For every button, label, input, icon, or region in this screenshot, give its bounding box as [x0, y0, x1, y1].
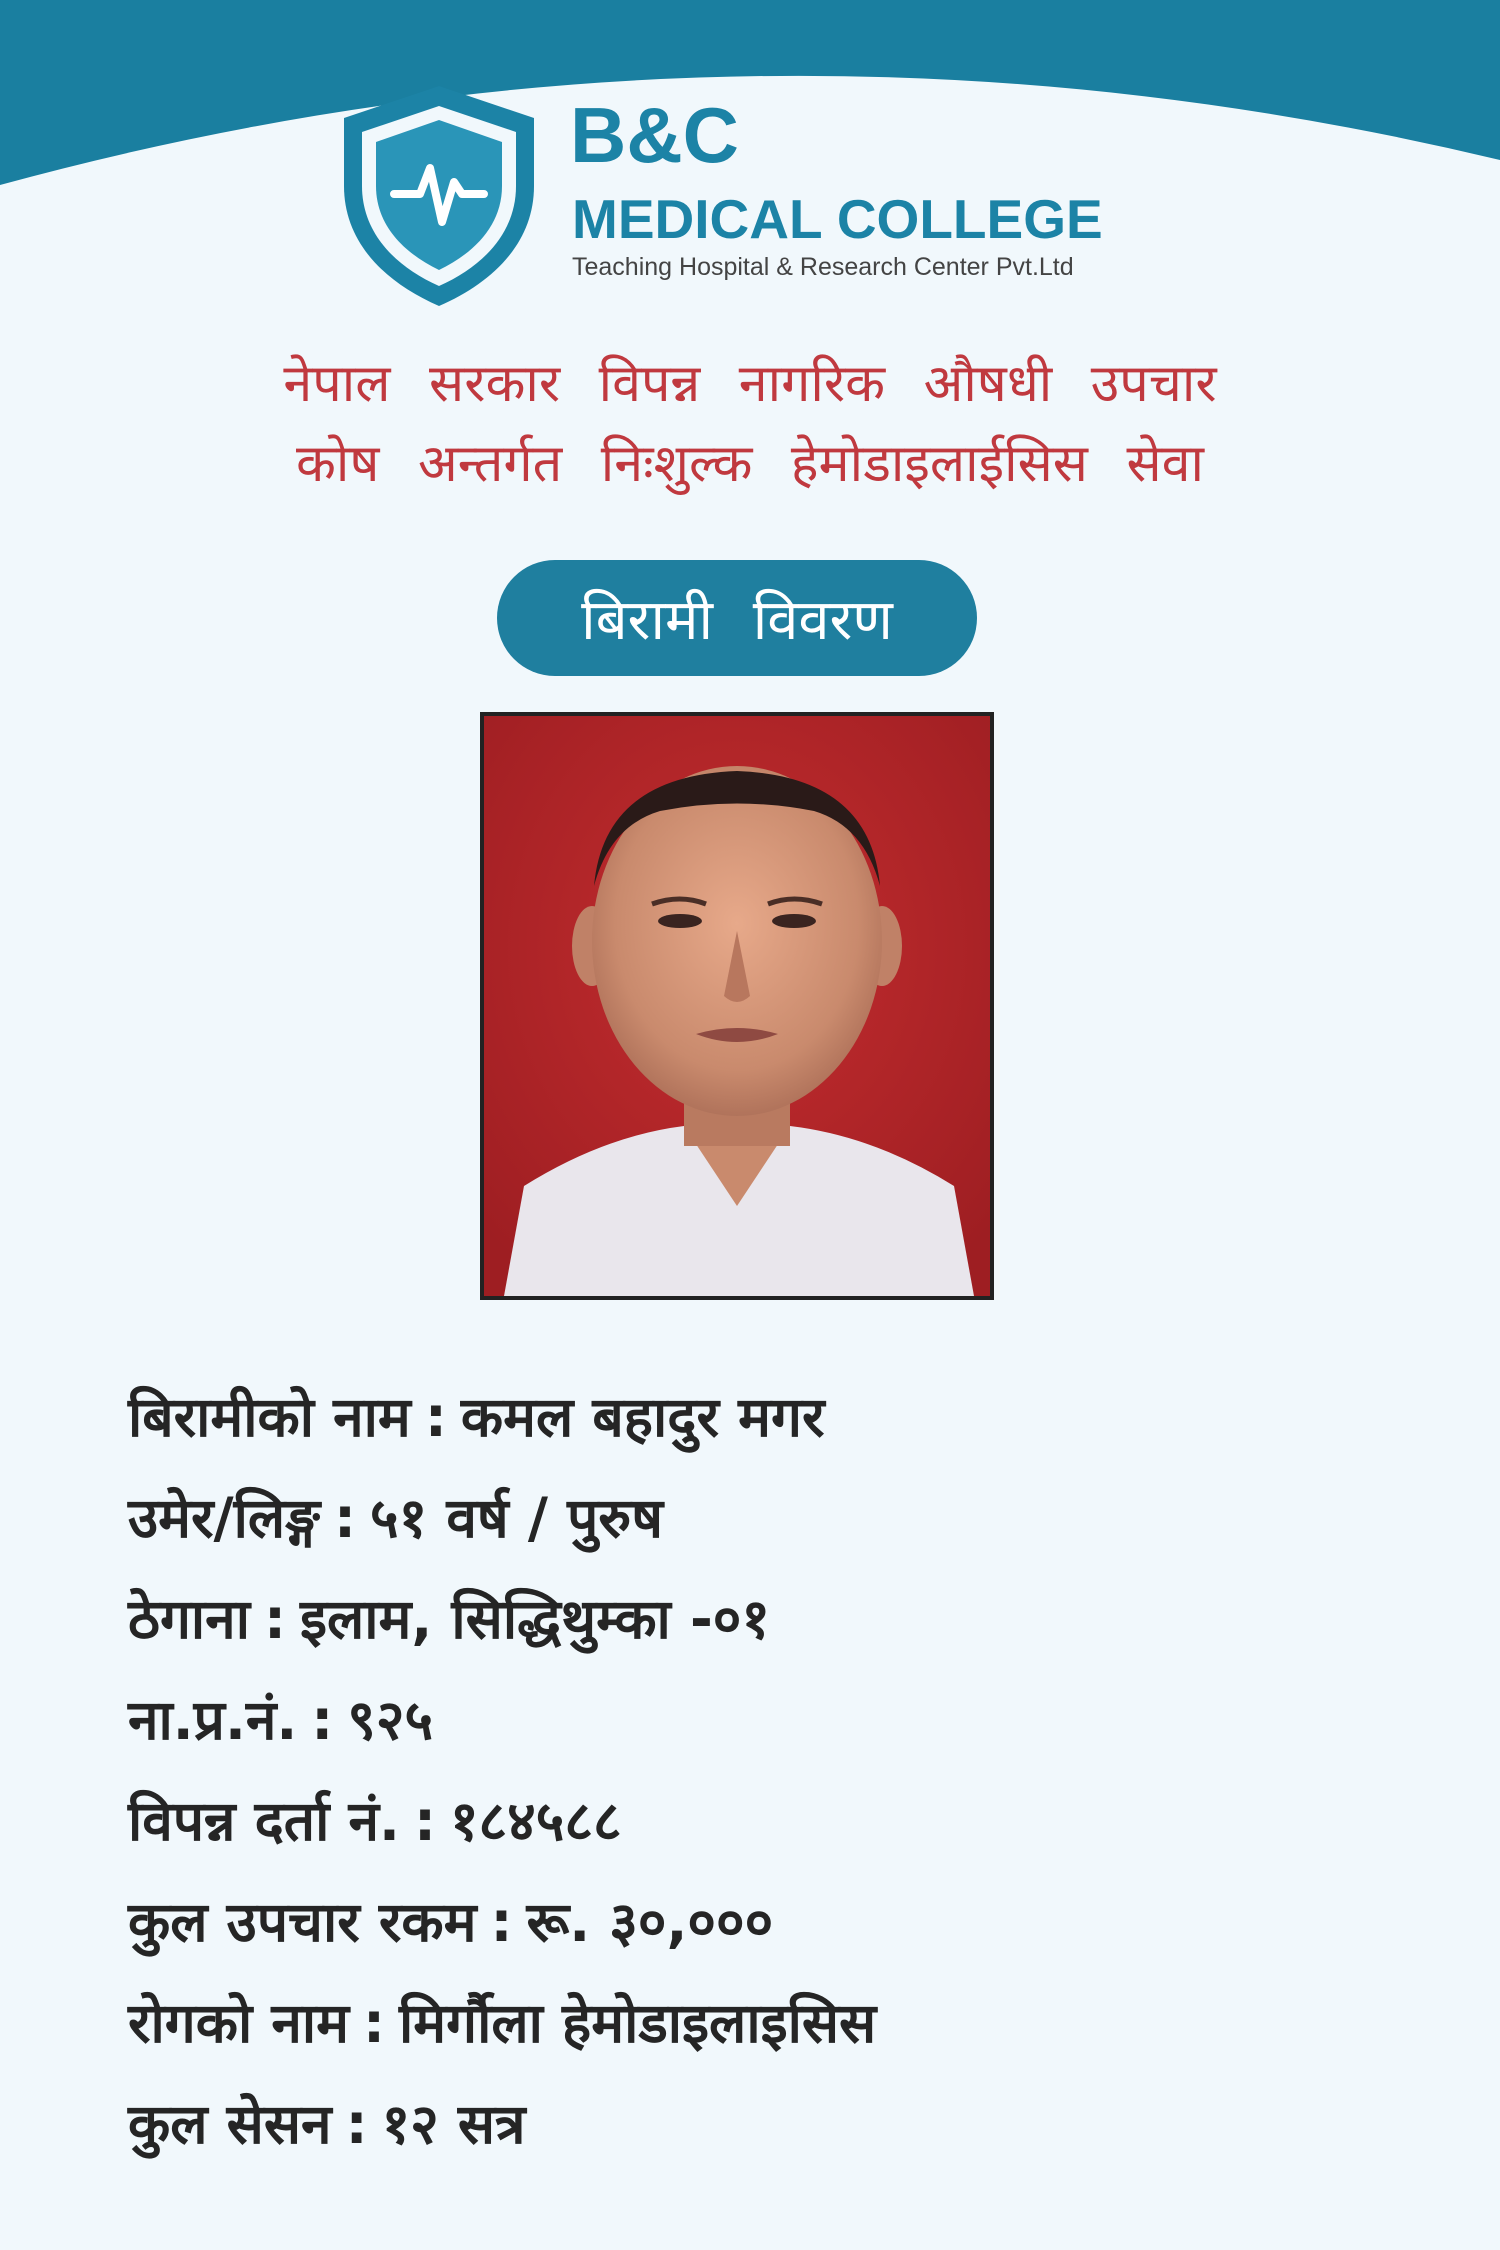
brand-name: B&C [570, 91, 739, 179]
detail-label: विपन्न दर्ता नं. [128, 1789, 400, 1853]
detail-row-name [128, 1372, 1428, 1473]
detail-value: मिर्गौला हेमोडाइलाइसिस [399, 1991, 877, 2055]
header-arc-decoration [0, 0, 1500, 200]
detail-label: ठेगाना [128, 1587, 250, 1651]
detail-label: कुल सेसन [128, 2092, 332, 2156]
detail-separator: : [490, 1890, 513, 1954]
detail-row-citizenship-no [128, 1675, 1428, 1776]
detail-label: रोगको नाम [128, 1991, 349, 2055]
headline-line-1: नेपाल सरकार विपन्न नागरिक औषधी उपचार [283, 354, 1217, 414]
detail-separator: : [263, 1587, 286, 1651]
patient-details [128, 1372, 1428, 2180]
headline-line-2: कोष अन्तर्गत निःशुल्क हेमोडाइलाईसिस सेवा [295, 434, 1204, 494]
detail-value: १८४५८८ [449, 1789, 622, 1853]
detail-row-address [128, 1574, 1428, 1675]
detail-row-total-sessions [128, 2079, 1428, 2180]
patient-photo [480, 712, 994, 1300]
brand-subtitle: Teaching Hospital & Research Center Pvt.Ltd [572, 253, 1074, 281]
detail-label: बिरामीको नाम [128, 1385, 411, 1449]
detail-separator: : [424, 1385, 447, 1449]
section-label: बिरामी विवरण [581, 588, 893, 653]
detail-value: ९२५ [347, 1688, 434, 1752]
detail-separator: : [333, 1486, 356, 1550]
detail-value: इलाम, सिद्धिथुम्का -०१ [299, 1587, 770, 1651]
detail-label: ना.प्र.नं. [128, 1688, 298, 1752]
patient-portrait-image [484, 716, 990, 1296]
detail-row-age-gender [128, 1473, 1428, 1574]
detail-value: ५१ वर्ष / पुरुष [369, 1486, 663, 1550]
detail-label: कुल उपचार रकम [128, 1890, 477, 1954]
detail-label: उमेर/लिङ्ग [128, 1486, 320, 1550]
detail-row-registration-no [128, 1776, 1428, 1877]
shield-heartbeat-icon [334, 82, 544, 310]
detail-value: कमल बहादुर मगर [460, 1385, 825, 1449]
detail-separator: : [413, 1789, 436, 1853]
detail-separator: : [363, 1991, 385, 2055]
detail-row-disease-name [128, 1978, 1428, 2079]
detail-value: १२ सत्र [381, 2092, 526, 2156]
detail-row-treatment-amount [128, 1877, 1428, 1978]
detail-separator: : [311, 1688, 334, 1752]
detail-separator: : [345, 2092, 368, 2156]
brand-line: MEDICAL COLLEGE [572, 188, 1103, 250]
detail-value: रू. ३०,००० [526, 1890, 774, 1954]
section-label-pill [497, 560, 977, 676]
